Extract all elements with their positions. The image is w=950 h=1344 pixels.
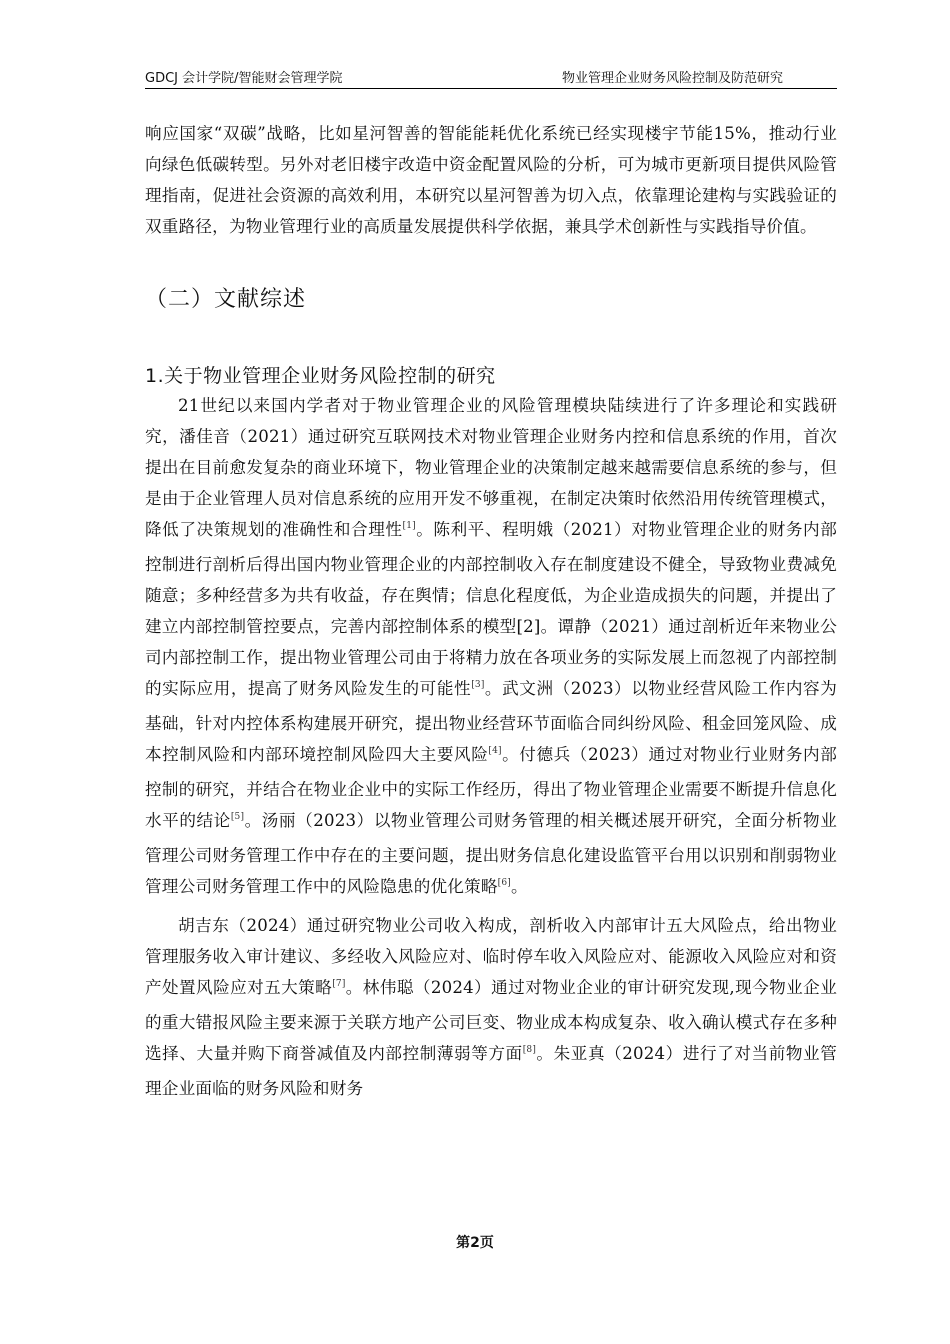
para1-text-3: 。武文洲（2023）以物业经营风险工作内容为基础，针对内控体系构建展开研究，提出物业经营环节面临合同纠纷风险、租金回笼风险、成本控制风险和内部环境控制风险四大主要风险 [145,679,837,764]
page-number: 第2页 [456,1235,494,1251]
subsection-heading: 1.关于物业管理企业财务风险控制的研究 [145,365,496,387]
para2-text-3: 。朱亚真（2024）进行了对当前物业管理企业面临的财务风险和财务 [145,1044,837,1098]
para1-text-1: 21世纪以来国内学者对于物业管理企业的风险管理模块陆续进行了许多理论和实践研究，潘佳音（2021）通过研究互联网技术对物业管理企业财务内控和信息系统的作用，首次提出在目前愈发复杂的商业环境下，物业管理企业的决策制定越来越需要信息系统的参与，但是由于企业管理人员对信息系统的应用开发不够重视，在制定决策时依然沿用传统管理模式，降低了决策规划的准确性和合理性 [145,396,837,539]
header-institution: GDCJ 会计学院/智能财会管理学院 [145,71,343,86]
header-paper-title: 物业管理企业财务风险控制及防范研究 [561,71,783,86]
page-header [145,66,837,89]
citation-ref-8: [8] [522,1045,537,1055]
para1-text-4: 。付德兵（2023）通过对物业行业财务内部控制的研究，并结合在物业企业中的实际工作经历，得出了物业管理企业需要不断提升信息化水平的结论 [145,745,837,830]
citation-ref-1: [1] [402,521,416,531]
citation-ref-3: [3] [471,680,485,690]
citation-ref-6: [6] [497,878,512,888]
citation-ref-5: [5] [230,812,245,822]
page-body [145,118,837,1104]
section-heading: （二）文献综述 [145,287,307,312]
intro-paragraph: 响应国家“双碳”战略，比如星河智善的智能能耗优化系统已经实现楼宇节能15%，推动行业向绿色低碳转型。另外对老旧楼宇改造中资金配置风险的分析，可为城市更新项目提供风险管理指南，促进社会资源的高效利用，本研究以星河智善为切入点，依靠理论建构与实践验证的双重路径，为物业管理行业的高质量发展提供科学依据，兼具学术创新性与实践指导价值。 [145,124,837,236]
para2-text-1: 胡吉东（2024）通过研究物业公司收入构成，剖析收入内部审计五大风险点，给出物业管理服务收入审计建议、多经收入风险应对、临时停车收入风险应对、能源收入风险应对和资产处置风险应对五大策略 [145,916,837,997]
literature-paragraph-1 [145,390,837,906]
para1-text-2: 。陈利平、程明娥（2021）对物业管理企业的财务内部控制进行剖析后得出国内物业管理企业的内部控制收入存在制度建设不健全，导致物业费减免随意；多种经营多为共有收益，存在舆情；信息化程度低，为企业造成损失的问题，并提出了建立内部控制管控要点，完善内部控制体系的模型[2]。谭静（2021）通过剖析近年来物业公司内部控制工作，提出物业管理公司由于将精力放在各项业务的实际发展上而忽视了内部控制的实际应用，提高了财务风险发生的可能性 [145,520,837,698]
citation-ref-7: [7] [332,979,346,989]
para2-text-2: 。林伟聪（2024）通过对物业企业的审计研究发现,现今物业企业的重大错报风险主要来源于关联方地产公司巨变、物业成本构成复杂、收入确认模式存在多种选择、大量并购下商誉减值及内部控制薄弱等方面 [145,978,837,1063]
citation-ref-4: [4] [488,746,502,756]
literature-paragraph-2 [145,910,837,1104]
para1-text-5: 。汤丽（2023）以物业管理公司财务管理的相关概述展开研究，全面分析物业管理公司财务管理工作中存在的主要问题，提出财务信息化建设监管平台用以识别和削弱物业管理公司财务管理工作中的风险隐患的优化策略 [145,811,837,896]
para1-text-6: 。 [511,877,528,896]
